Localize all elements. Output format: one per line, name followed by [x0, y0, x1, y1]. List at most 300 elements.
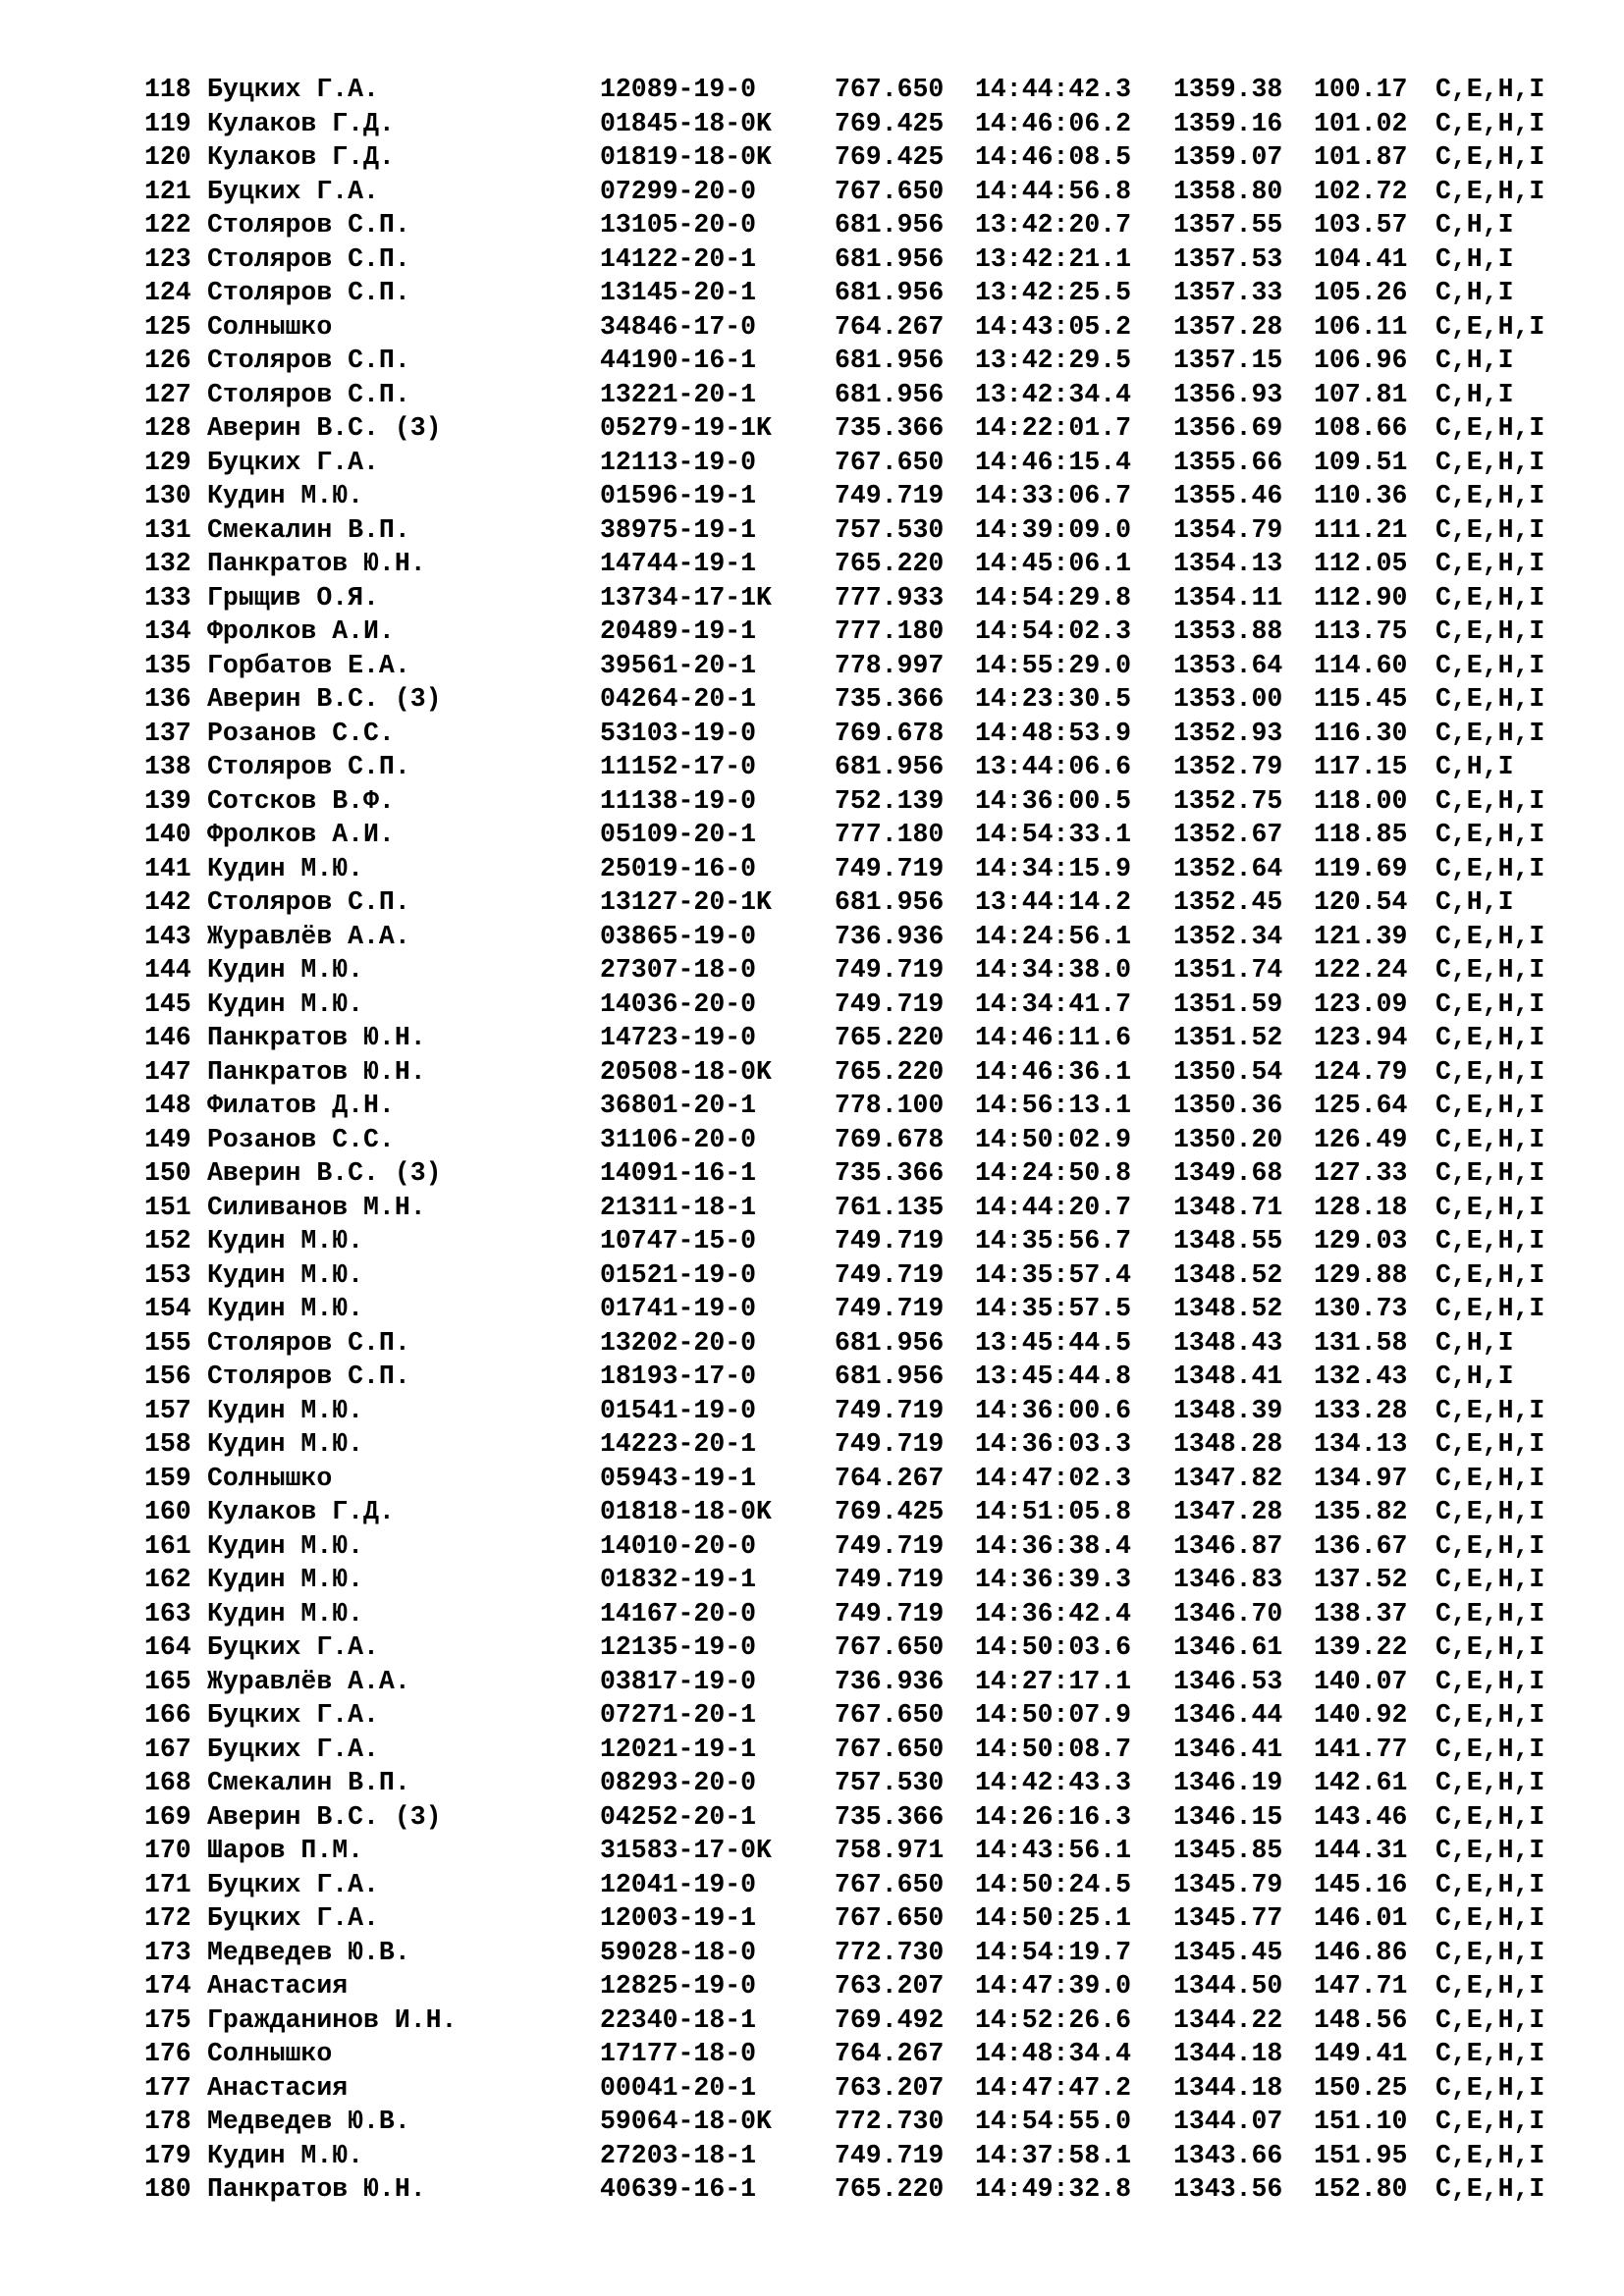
distance: 749.719	[835, 1294, 945, 1323]
participant-name: Кудин М.Ю.	[207, 1598, 364, 1629]
ring-code: 01819-18-0K	[600, 142, 772, 172]
distance: 767.650	[835, 447, 945, 477]
table-row	[144, 1868, 1573, 1902]
categories: C,E,H,I	[1435, 1226, 1545, 1255]
table-row	[144, 1800, 1573, 1835]
distance: 749.719	[835, 1565, 945, 1594]
points: 112.90	[1314, 582, 1408, 613]
place-number: 160	[144, 1497, 191, 1526]
arrival-time: 14:36:00.5	[975, 785, 1132, 816]
ring-code: 20489-19-1	[600, 616, 757, 646]
ring-code: 05943-19-1	[600, 1463, 757, 1493]
arrival-time: 14:49:32.8	[975, 2174, 1132, 2204]
ring-code: 13221-20-1	[600, 379, 757, 409]
distance: 736.936	[835, 1666, 945, 1696]
speed: 1348.71	[1173, 1192, 1283, 1222]
arrival-time: 13:45:44.8	[975, 1362, 1132, 1391]
table-row	[144, 885, 1573, 920]
arrival-time: 14:36:03.3	[975, 1429, 1132, 1459]
speed: 1344.22	[1173, 2004, 1283, 2035]
categories: C,E,H,I	[1435, 1869, 1545, 1899]
arrival-time: 14:46:08.5	[975, 142, 1132, 172]
place-number: 161	[144, 1530, 191, 1561]
points: 101.02	[1314, 108, 1408, 138]
categories: C,E,H,I	[1435, 176, 1545, 206]
place-number: 152	[144, 1226, 191, 1255]
arrival-time: 14:34:15.9	[975, 853, 1132, 883]
place-number: 122	[144, 210, 191, 240]
table-row	[144, 1224, 1573, 1258]
categories: C,E,H,I	[1435, 820, 1545, 849]
participant-name: Журавлёв А.А.	[207, 921, 410, 951]
points: 148.56	[1314, 2004, 1408, 2035]
ring-code: 12825-19-0	[600, 1971, 757, 2001]
categories: C,E,H,I	[1435, 582, 1545, 613]
participant-name: Панкратов Ю.Н.	[207, 549, 426, 578]
place-number: 149	[144, 1124, 191, 1154]
arrival-time: 14:44:42.3	[975, 75, 1132, 104]
distance: 757.530	[835, 514, 945, 545]
table-row	[144, 513, 1573, 548]
table-row	[144, 175, 1573, 209]
table-row	[144, 2071, 1573, 2106]
points: 122.24	[1314, 955, 1408, 985]
ring-code: 11138-19-0	[600, 785, 757, 816]
table-row	[144, 1597, 1573, 1631]
speed: 1349.68	[1173, 1158, 1283, 1188]
table-row	[144, 920, 1573, 954]
distance: 767.650	[835, 1632, 945, 1662]
distance: 681.956	[835, 210, 945, 240]
distance: 767.650	[835, 1700, 945, 1730]
place-number: 174	[144, 1971, 191, 2001]
speed: 1348.52	[1173, 1294, 1283, 1323]
distance: 777.180	[835, 616, 945, 646]
table-row	[144, 411, 1573, 446]
arrival-time: 14:50:03.6	[975, 1632, 1132, 1662]
categories: C,E,H,I	[1435, 2039, 1545, 2068]
arrival-time: 14:46:06.2	[975, 108, 1132, 138]
arrival-time: 14:35:57.5	[975, 1294, 1132, 1323]
categories: C,E,H,I	[1435, 1091, 1545, 1120]
distance: 681.956	[835, 752, 945, 781]
ring-code: 07271-20-1	[600, 1700, 757, 1730]
speed: 1352.34	[1173, 921, 1283, 951]
points: 121.39	[1314, 921, 1408, 951]
distance: 749.719	[835, 1395, 945, 1425]
distance: 777.933	[835, 582, 945, 613]
table-row	[144, 1258, 1573, 1293]
categories: C,E,H,I	[1435, 1598, 1545, 1629]
table-row	[144, 276, 1573, 310]
speed: 1355.66	[1173, 447, 1283, 477]
speed: 1354.13	[1173, 549, 1283, 578]
arrival-time: 14:27:17.1	[975, 1666, 1132, 1696]
points: 106.11	[1314, 311, 1408, 342]
points: 134.97	[1314, 1463, 1408, 1493]
participant-name: Буцких Г.А.	[207, 1734, 379, 1764]
arrival-time: 14:22:01.7	[975, 413, 1132, 443]
speed: 1353.88	[1173, 616, 1283, 646]
place-number: 123	[144, 243, 191, 274]
distance: 757.530	[835, 1768, 945, 1797]
distance: 681.956	[835, 243, 945, 274]
points: 105.26	[1314, 278, 1408, 307]
participant-name: Столяров С.П.	[207, 1362, 410, 1391]
table-row	[144, 2139, 1573, 2173]
place-number: 150	[144, 1158, 191, 1188]
ring-code: 18193-17-0	[600, 1362, 757, 1391]
table-row	[144, 2037, 1573, 2071]
points: 150.25	[1314, 2072, 1408, 2103]
arrival-time: 14:48:34.4	[975, 2039, 1132, 2068]
distance: 778.997	[835, 650, 945, 680]
participant-name: Аверин В.С. (3)	[207, 684, 442, 714]
place-number: 166	[144, 1700, 191, 1730]
arrival-time: 14:34:41.7	[975, 988, 1132, 1019]
participant-name: Панкратов Ю.Н.	[207, 2174, 426, 2204]
speed: 1358.80	[1173, 176, 1283, 206]
participant-name: Медведев Ю.В.	[207, 2107, 410, 2136]
speed: 1348.55	[1173, 1226, 1283, 1255]
place-number: 143	[144, 921, 191, 951]
distance: 681.956	[835, 346, 945, 375]
categories: C,E,H,I	[1435, 2107, 1545, 2136]
ring-code: 01818-18-0K	[600, 1497, 772, 1526]
table-row	[144, 1698, 1573, 1733]
participant-name: Буцких Г.А.	[207, 447, 379, 477]
points: 123.94	[1314, 1023, 1408, 1052]
place-number: 147	[144, 1056, 191, 1087]
participant-name: Кудин М.Ю.	[207, 1294, 364, 1323]
place-number: 180	[144, 2174, 191, 2204]
ring-code: 13202-20-0	[600, 1327, 757, 1358]
place-number: 121	[144, 176, 191, 206]
distance: 767.650	[835, 1903, 945, 1933]
arrival-time: 14:36:38.4	[975, 1530, 1132, 1561]
participant-name: Столяров С.П.	[207, 887, 410, 917]
distance: 735.366	[835, 684, 945, 714]
categories: C,E,H,I	[1435, 1734, 1545, 1764]
categories: C,E,H,I	[1435, 1463, 1545, 1493]
participant-name: Журавлёв А.А.	[207, 1666, 410, 1696]
categories: C,E,H,I	[1435, 1632, 1545, 1662]
ring-code: 13734-17-1K	[600, 582, 772, 613]
speed: 1357.15	[1173, 346, 1283, 375]
table-row	[144, 107, 1573, 141]
speed: 1351.52	[1173, 1023, 1283, 1052]
place-number: 142	[144, 887, 191, 917]
ring-code: 05279-19-1K	[600, 413, 772, 443]
participant-name: Буцких Г.А.	[207, 75, 379, 104]
categories: C,E,H,I	[1435, 1429, 1545, 1459]
place-number: 140	[144, 820, 191, 849]
place-number: 141	[144, 853, 191, 883]
ring-code: 05109-20-1	[600, 820, 757, 849]
distance: 772.730	[835, 2107, 945, 2136]
speed: 1357.53	[1173, 243, 1283, 274]
ring-code: 07299-20-0	[600, 176, 757, 206]
speed: 1346.41	[1173, 1734, 1283, 1764]
arrival-time: 14:42:43.3	[975, 1768, 1132, 1797]
arrival-time: 14:24:50.8	[975, 1158, 1132, 1188]
arrival-time: 14:50:25.1	[975, 1903, 1132, 1933]
points: 137.52	[1314, 1565, 1408, 1594]
speed: 1348.52	[1173, 1259, 1283, 1290]
table-row	[144, 1427, 1573, 1462]
ring-code: 12113-19-0	[600, 447, 757, 477]
distance: 735.366	[835, 1801, 945, 1832]
place-number: 179	[144, 2140, 191, 2170]
points: 124.79	[1314, 1056, 1408, 1087]
points: 131.58	[1314, 1327, 1408, 1358]
ring-code: 14723-19-0	[600, 1023, 757, 1052]
categories: C,E,H,I	[1435, 1937, 1545, 1967]
categories: C,E,H,I	[1435, 785, 1545, 816]
ring-code: 03817-19-0	[600, 1666, 757, 1696]
speed: 1346.44	[1173, 1700, 1283, 1730]
distance: 749.719	[835, 1429, 945, 1459]
categories: C,E,H,I	[1435, 1836, 1545, 1865]
place-number: 136	[144, 684, 191, 714]
arrival-time: 13:42:20.7	[975, 210, 1132, 240]
place-number: 165	[144, 1666, 191, 1696]
speed: 1351.74	[1173, 955, 1283, 985]
table-row	[144, 614, 1573, 649]
speed: 1346.61	[1173, 1632, 1283, 1662]
distance: 767.650	[835, 1869, 945, 1899]
table-row	[144, 717, 1573, 751]
table-row	[144, 242, 1573, 277]
table-row	[144, 953, 1573, 988]
points: 146.86	[1314, 1937, 1408, 1967]
arrival-time: 14:43:56.1	[975, 1836, 1132, 1865]
points: 135.82	[1314, 1497, 1408, 1526]
points: 107.81	[1314, 379, 1408, 409]
ring-code: 40639-16-1	[600, 2174, 757, 2204]
ring-code: 59064-18-0K	[600, 2107, 772, 2136]
participant-name: Медведев Ю.В.	[207, 1937, 410, 1967]
ring-code: 01741-19-0	[600, 1294, 757, 1323]
distance: 764.267	[835, 1463, 945, 1493]
table-row	[144, 310, 1573, 345]
place-number: 118	[144, 75, 191, 104]
place-number: 156	[144, 1362, 191, 1391]
distance: 681.956	[835, 1362, 945, 1391]
categories: C,E,H,I	[1435, 1971, 1545, 2001]
points: 106.96	[1314, 346, 1408, 375]
categories: C,H,I	[1435, 752, 1514, 781]
speed: 1352.93	[1173, 718, 1283, 748]
ring-code: 44190-16-1	[600, 346, 757, 375]
place-number: 178	[144, 2107, 191, 2136]
points: 133.28	[1314, 1395, 1408, 1425]
points: 136.67	[1314, 1530, 1408, 1561]
participant-name: Буцких Г.А.	[207, 1869, 379, 1899]
table-row	[144, 73, 1573, 107]
points: 111.21	[1314, 514, 1408, 545]
distance: 749.719	[835, 1259, 945, 1290]
distance: 765.220	[835, 1056, 945, 1087]
speed: 1344.18	[1173, 2072, 1283, 2103]
categories: C,E,H,I	[1435, 1192, 1545, 1222]
distance: 752.139	[835, 785, 945, 816]
distance: 761.135	[835, 1192, 945, 1222]
table-row	[144, 1969, 1573, 2003]
categories: C,E,H,I	[1435, 1395, 1545, 1425]
table-row	[144, 1529, 1573, 1564]
distance: 735.366	[835, 413, 945, 443]
speed: 1357.55	[1173, 210, 1283, 240]
distance: 736.936	[835, 921, 945, 951]
ring-code: 04264-20-1	[600, 684, 757, 714]
distance: 772.730	[835, 1937, 945, 1967]
table-row	[144, 1055, 1573, 1090]
speed: 1352.45	[1173, 887, 1283, 917]
participant-name: Фролков А.И.	[207, 820, 395, 849]
categories: C,E,H,I	[1435, 1530, 1545, 1561]
categories: C,E,H,I	[1435, 1294, 1545, 1323]
participant-name: Филатов Д.Н.	[207, 1091, 395, 1120]
points: 109.51	[1314, 447, 1408, 477]
participant-name: Столяров С.П.	[207, 243, 410, 274]
place-number: 175	[144, 2004, 191, 2035]
place-number: 148	[144, 1091, 191, 1120]
arrival-time: 14:48:53.9	[975, 718, 1132, 748]
arrival-time: 14:51:05.8	[975, 1497, 1132, 1526]
table-row	[144, 988, 1573, 1022]
speed: 1345.45	[1173, 1937, 1283, 1967]
speed: 1359.38	[1173, 75, 1283, 104]
arrival-time: 14:46:15.4	[975, 447, 1132, 477]
participant-name: Кулаков Г.Д.	[207, 1497, 395, 1526]
categories: C,H,I	[1435, 243, 1514, 274]
distance: 769.678	[835, 1124, 945, 1154]
ring-code: 13127-20-1K	[600, 887, 772, 917]
table-row	[144, 2172, 1573, 2207]
place-number: 125	[144, 311, 191, 342]
participant-name: Столяров С.П.	[207, 1327, 410, 1358]
categories: C,E,H,I	[1435, 650, 1545, 680]
distance: 777.180	[835, 820, 945, 849]
categories: C,E,H,I	[1435, 311, 1545, 342]
place-number: 128	[144, 413, 191, 443]
arrival-time: 14:47:47.2	[975, 2072, 1132, 2103]
speed: 1356.93	[1173, 379, 1283, 409]
table-row	[144, 1495, 1573, 1529]
categories: C,E,H,I	[1435, 921, 1545, 951]
place-number: 139	[144, 785, 191, 816]
categories: C,E,H,I	[1435, 955, 1545, 985]
distance: 763.207	[835, 1971, 945, 2001]
participant-name: Кудин М.Ю.	[207, 955, 364, 985]
points: 145.16	[1314, 1869, 1408, 1899]
ring-code: 25019-16-0	[600, 853, 757, 883]
participant-name: Аверин В.С. (3)	[207, 1801, 442, 1832]
participant-name: Кулаков Г.Д.	[207, 142, 395, 172]
participant-name: Столяров С.П.	[207, 379, 410, 409]
place-number: 169	[144, 1801, 191, 1832]
categories: C,E,H,I	[1435, 1903, 1545, 1933]
speed: 1354.11	[1173, 582, 1283, 613]
place-number: 158	[144, 1429, 191, 1459]
table-row	[144, 1156, 1573, 1191]
categories: C,E,H,I	[1435, 481, 1545, 510]
categories: C,H,I	[1435, 379, 1514, 409]
table-row	[144, 344, 1573, 378]
speed: 1345.79	[1173, 1869, 1283, 1899]
arrival-time: 14:37:58.1	[975, 2140, 1132, 2170]
place-number: 129	[144, 447, 191, 477]
participant-name: Буцких Г.А.	[207, 1700, 379, 1730]
distance: 769.678	[835, 718, 945, 748]
arrival-time: 14:44:20.7	[975, 1192, 1132, 1222]
place-number: 162	[144, 1565, 191, 1594]
ring-code: 36801-20-1	[600, 1091, 757, 1120]
points: 132.43	[1314, 1362, 1408, 1391]
categories: C,H,I	[1435, 210, 1514, 240]
distance: 749.719	[835, 853, 945, 883]
participant-name: Солнышко	[207, 1463, 333, 1493]
points: 147.71	[1314, 1971, 1408, 2001]
participant-name: Кулаков Г.Д.	[207, 108, 395, 138]
arrival-time: 14:54:29.8	[975, 582, 1132, 613]
table-row	[144, 1089, 1573, 1123]
speed: 1346.87	[1173, 1530, 1283, 1561]
distance: 769.425	[835, 1497, 945, 1526]
distance: 749.719	[835, 1226, 945, 1255]
ring-code: 12041-19-0	[600, 1869, 757, 1899]
results-table	[144, 73, 1573, 2207]
categories: C,E,H,I	[1435, 549, 1545, 578]
ring-code: 03865-19-0	[600, 921, 757, 951]
speed: 1345.77	[1173, 1903, 1283, 1933]
place-number: 163	[144, 1598, 191, 1629]
ring-code: 14010-20-0	[600, 1530, 757, 1561]
ring-code: 10747-15-0	[600, 1226, 757, 1255]
speed: 1346.70	[1173, 1598, 1283, 1629]
categories: C,E,H,I	[1435, 447, 1545, 477]
points: 134.13	[1314, 1429, 1408, 1459]
distance: 681.956	[835, 887, 945, 917]
table-row	[144, 1563, 1573, 1597]
place-number: 146	[144, 1023, 191, 1052]
ring-code: 22340-18-1	[600, 2004, 757, 2035]
points: 127.33	[1314, 1158, 1408, 1188]
categories: C,E,H,I	[1435, 1768, 1545, 1797]
table-row	[144, 682, 1573, 717]
categories: C,E,H,I	[1435, 616, 1545, 646]
place-number: 145	[144, 988, 191, 1019]
points: 128.18	[1314, 1192, 1408, 1222]
speed: 1350.36	[1173, 1091, 1283, 1120]
speed: 1352.64	[1173, 853, 1283, 883]
arrival-time: 13:42:34.4	[975, 379, 1132, 409]
distance: 681.956	[835, 379, 945, 409]
place-number: 134	[144, 616, 191, 646]
points: 110.36	[1314, 481, 1408, 510]
ring-code: 31583-17-0K	[600, 1836, 772, 1865]
place-number: 170	[144, 1836, 191, 1865]
ring-code: 01596-19-1	[600, 481, 757, 510]
distance: 767.650	[835, 1734, 945, 1764]
points: 112.05	[1314, 549, 1408, 578]
distance: 769.492	[835, 2004, 945, 2035]
speed: 1348.41	[1173, 1362, 1283, 1391]
ring-code: 12089-19-0	[600, 75, 757, 104]
arrival-time: 14:35:57.4	[975, 1259, 1132, 1290]
place-number: 153	[144, 1259, 191, 1290]
